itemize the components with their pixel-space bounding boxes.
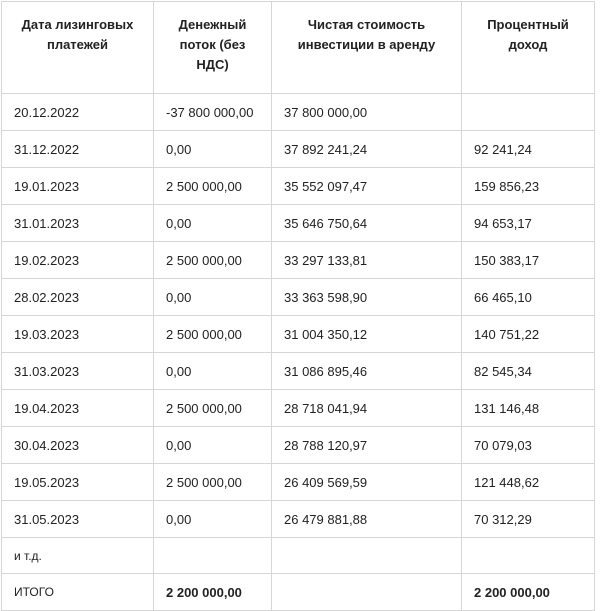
cell-interest-income: 94 653,17 (462, 205, 595, 242)
table-row-etc (2, 538, 595, 574)
cell-interest-income: 159 856,23 (462, 168, 595, 205)
cell-cash-flow: 2 500 000,00 (154, 390, 272, 427)
table-row (2, 168, 595, 205)
table-row (2, 353, 595, 390)
cell-cash-flow (154, 538, 272, 574)
cell-interest-income: 82 545,34 (462, 353, 595, 390)
cell-cash-flow: 0,00 (154, 205, 272, 242)
cell-cash-flow: 2 500 000,00 (154, 242, 272, 279)
header-net-investment: Чистая стоимость инвестиции в аренду (272, 2, 462, 94)
table-row (2, 94, 595, 131)
cell-cash-flow: 0,00 (154, 131, 272, 168)
cell-cash-flow: 0,00 (154, 279, 272, 316)
cell-net-investment (272, 538, 462, 574)
table-row (2, 501, 595, 538)
cell-net-investment: 31 086 895,46 (272, 353, 462, 390)
cell-date: 19.05.2023 (2, 464, 154, 501)
cell-date: 31.03.2023 (2, 353, 154, 390)
cell-net-investment: 33 297 133,81 (272, 242, 462, 279)
cell-net-investment: 35 646 750,64 (272, 205, 462, 242)
cell-etc: и т.д. (2, 538, 154, 574)
cell-interest-income: 92 241,24 (462, 131, 595, 168)
header-payment-date: Дата лизинговых платежей (2, 2, 154, 94)
cell-net-investment: 28 718 041,94 (272, 390, 462, 427)
cell-cash-flow: 2 500 000,00 (154, 316, 272, 353)
cell-net-investment: 26 479 881,88 (272, 501, 462, 538)
cell-date: 19.04.2023 (2, 390, 154, 427)
cell-interest-income: 70 079,03 (462, 427, 595, 464)
cell-date: 19.03.2023 (2, 316, 154, 353)
total-interest-income: 2 200 000,00 (462, 574, 595, 611)
cell-interest-income (462, 94, 595, 131)
cell-date: 30.04.2023 (2, 427, 154, 464)
cell-cash-flow: -37 800 000,00 (154, 94, 272, 131)
cell-net-investment: 33 363 598,90 (272, 279, 462, 316)
cell-interest-income: 140 751,22 (462, 316, 595, 353)
cell-cash-flow: 0,00 (154, 501, 272, 538)
table-row (2, 131, 595, 168)
cell-net-investment: 28 788 120,97 (272, 427, 462, 464)
table-row (2, 242, 595, 279)
cell-net-investment: 31 004 350,12 (272, 316, 462, 353)
cell-date: 28.02.2023 (2, 279, 154, 316)
cell-net-investment: 26 409 569,59 (272, 464, 462, 501)
table-row (2, 464, 595, 501)
cell-net-investment: 37 800 000,00 (272, 94, 462, 131)
total-net-investment (272, 574, 462, 611)
cell-net-investment: 37 892 241,24 (272, 131, 462, 168)
table-total-row (2, 574, 595, 611)
table-row (2, 427, 595, 464)
table-row (2, 279, 595, 316)
cell-date: 19.02.2023 (2, 242, 154, 279)
cell-interest-income (462, 538, 595, 574)
table-row (2, 390, 595, 427)
cell-date: 19.01.2023 (2, 168, 154, 205)
cell-interest-income: 70 312,29 (462, 501, 595, 538)
cell-interest-income: 150 383,17 (462, 242, 595, 279)
cell-date: 31.12.2022 (2, 131, 154, 168)
cell-cash-flow: 2 500 000,00 (154, 464, 272, 501)
table-row (2, 316, 595, 353)
cell-interest-income: 131 146,48 (462, 390, 595, 427)
cell-date: 31.01.2023 (2, 205, 154, 242)
leasing-schedule-table (1, 1, 595, 611)
total-cash-flow: 2 200 000,00 (154, 574, 272, 611)
total-label: ИТОГО (2, 574, 154, 611)
cell-interest-income: 121 448,62 (462, 464, 595, 501)
cell-net-investment: 35 552 097,47 (272, 168, 462, 205)
cell-interest-income: 66 465,10 (462, 279, 595, 316)
cell-cash-flow: 0,00 (154, 427, 272, 464)
cell-date: 31.05.2023 (2, 501, 154, 538)
header-interest-income: Процентный доход (462, 2, 595, 94)
cell-cash-flow: 2 500 000,00 (154, 168, 272, 205)
cell-date: 20.12.2022 (2, 94, 154, 131)
cell-cash-flow: 0,00 (154, 353, 272, 390)
table-row (2, 205, 595, 242)
header-cash-flow: Денежный поток (без НДС) (154, 2, 272, 94)
table-header-row (2, 2, 595, 94)
